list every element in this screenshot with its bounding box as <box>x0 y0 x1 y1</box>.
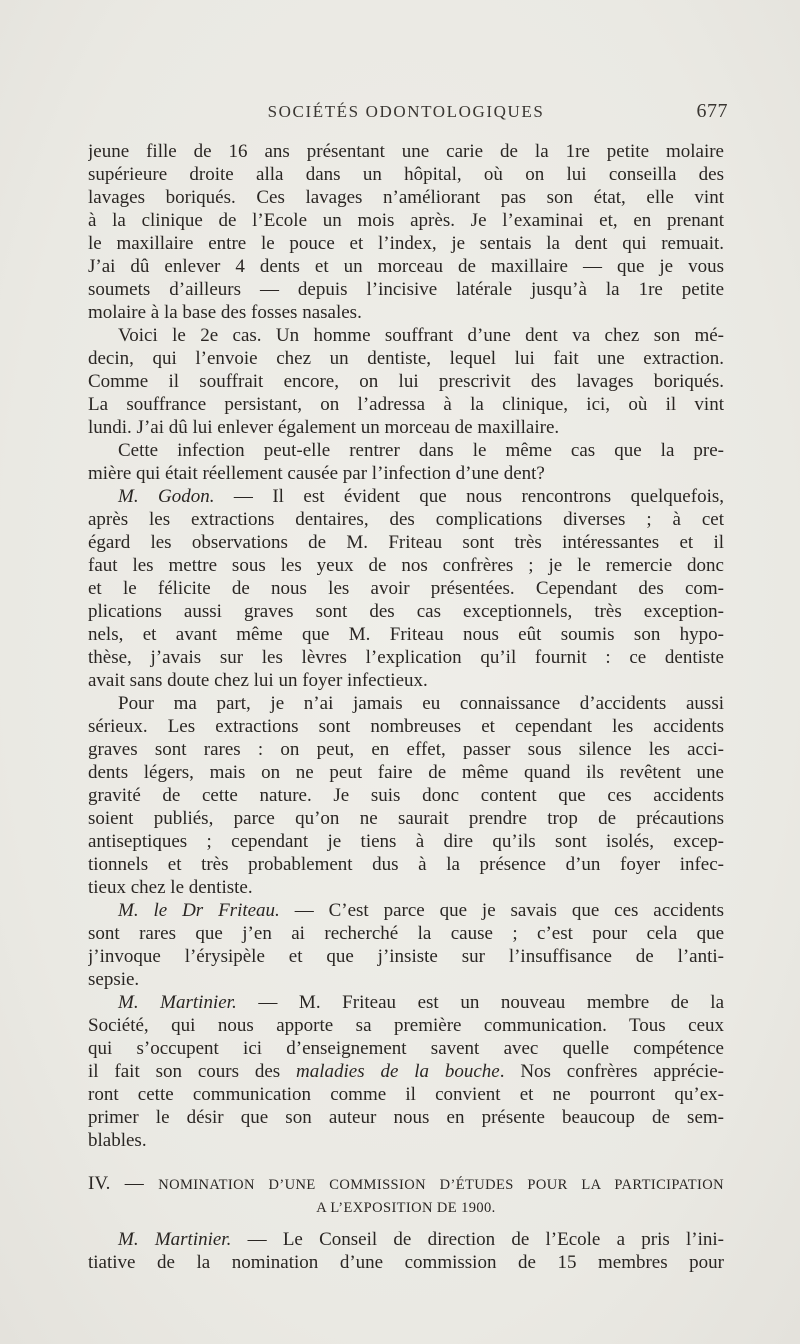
text-line: j’invoque l’érysipèle et que j’insiste sur l’insuffisance de l’anti- <box>88 946 724 967</box>
text-line: Voici le 2e cas. Un homme souffrant d’une dent va chez son mé- <box>118 325 724 346</box>
text-fragment: — C’est parce que je savais que ces accidents <box>294 900 724 921</box>
text-line: nels, et avant même que M. Friteau nous eût soumis son hypo- <box>88 624 724 645</box>
text-line: mière qui était réellement causée par l’infection d’une dent? <box>88 463 545 484</box>
text-line: supérieure droite alla dans un hôpital, où on lui conseilla des <box>88 164 724 185</box>
text-line: tionnels et très probablement dus à la présence d’un foyer infec- <box>88 854 724 875</box>
text-line: tieux chez le dentiste. <box>88 877 253 898</box>
text-line: après les extractions dentaires, des complications diverses ; à cet <box>88 509 724 530</box>
running-title: SOCIÉTÉS ODONTOLOGIQUES <box>267 102 545 121</box>
text-fragment: — Il est évident que nous rencontrons quelquefois, <box>233 486 724 507</box>
section-dash: — <box>124 1173 144 1194</box>
text-line <box>88 485 724 508</box>
text-line: tiative de la nomination d’une commission de 15 membres pour <box>88 1252 724 1273</box>
text-line: plications aussi graves sont des cas exceptionnels, très exception- <box>88 601 724 622</box>
text-line: sepsie. <box>88 969 140 990</box>
text-line: lundi. J’ai dû lui enlever également un morceau de maxillaire. <box>88 417 560 438</box>
text-line <box>88 991 724 1014</box>
page-header <box>88 100 728 130</box>
text-fragment: — Le Conseil de direction de l’Ecole a pris l’ini- <box>247 1229 724 1250</box>
text-line: soient publiés, parce qu’on ne saurait prendre trop de précautions <box>88 808 724 829</box>
text-line: sérieux. Les extractions sont nombreuses et cependant les accidents <box>88 716 724 737</box>
section-heading-line-2 <box>88 1195 724 1218</box>
text-fragment: il fait son cours des <box>88 1061 296 1082</box>
text-line: graves sont rares : on peut, en effet, passer sous silence les acci- <box>88 739 724 760</box>
body-text <box>88 140 724 1274</box>
speaker-name: M. le Dr Friteau. <box>118 900 280 921</box>
speaker-name: M. Martinier. <box>118 992 237 1013</box>
text-line: ront cette communication comme il convient et ne pourront qu’ex- <box>88 1084 724 1105</box>
text-line: Cette infection peut-elle rentrer dans le même cas que la pre- <box>118 440 724 461</box>
text-line <box>88 1228 724 1251</box>
text-line: Pour ma part, je n’ai jamais eu connaissance d’accidents aussi <box>118 693 724 714</box>
text-fragment: — M. Friteau est un nouveau membre de la <box>258 992 724 1013</box>
text-line: J’ai dû enlever 4 dents et un morceau de maxillaire — que je vous <box>88 256 724 277</box>
text-line: primer le désir que son auteur nous en présente beaucoup de sem- <box>88 1107 724 1128</box>
italic-phrase: maladies de la bouche <box>296 1061 500 1082</box>
section-heading: NOMINATION D’UNE COMMISSION D’ÉTUDES POUR LA PARTICIPATION <box>158 1177 724 1193</box>
speaker-name: M. Martinier. <box>118 1229 232 1250</box>
section-numeral: IV. <box>88 1173 111 1194</box>
text-line <box>88 899 724 922</box>
text-line: Comme il souffrait encore, on lui prescrivit des lavages boriqués. <box>88 371 724 392</box>
text-line: qui s’occupent ici d’enseignement savent avec quelle compétence <box>88 1038 724 1059</box>
text-line: égard les observations de M. Friteau sont très intéressantes et il <box>88 532 724 553</box>
text-line: lavages boriqués. Ces lavages n’améliorant pas son état, elle vint <box>88 187 724 208</box>
text-line: et le félicite de nous les avoir présentées. Cependant des com- <box>88 578 724 599</box>
text-line: antiseptiques ; cependant je tiens à dire qu’ils sont isolés, excep- <box>88 831 724 852</box>
text-line: decin, qui l’envoie chez un dentiste, lequel lui fait une extraction. <box>88 348 724 369</box>
section-heading: A L’EXPOSITION DE 1900. <box>316 1200 496 1216</box>
text-line: avait sans doute chez lui un foyer infectieux. <box>88 670 428 691</box>
text-line: sont rares que j’en ai recherché la cause ; c’est pour cela que <box>88 923 724 944</box>
text-line <box>88 1060 724 1083</box>
text-line: le maxillaire entre le pouce et l’index, je sentais la dent qui remuait. <box>88 233 724 254</box>
text-line: jeune fille de 16 ans présentant une carie de la 1re petite molaire <box>88 141 724 162</box>
text-line: faut les mettre sous les yeux de nos confrères ; je le remercie donc <box>88 555 724 576</box>
section-spacer <box>88 1218 724 1228</box>
speaker-name: M. Godon. <box>118 486 215 507</box>
text-line: Société, qui nous apporte sa première communication. Tous ceux <box>88 1015 724 1036</box>
text-line: gravité de cette nature. Je suis donc content que ces accidents <box>88 785 724 806</box>
text-line: dents légers, mais on ne peut faire de même quand ils revêtent une <box>88 762 724 783</box>
text-fragment: . Nos confrères apprécie- <box>499 1061 724 1082</box>
text-line: thèse, j’avais sur les lèvres l’explication qu’il fournit : ce dentiste <box>88 647 724 668</box>
text-line: molaire à la base des fosses nasales. <box>88 302 362 323</box>
section-heading-line-1 <box>88 1172 724 1195</box>
text-line: à la clinique de l’Ecole un mois après. Je l’examinai et, en prenant <box>88 210 724 231</box>
page-number: 677 <box>696 100 728 122</box>
text-line: La souffrance persistant, on l’adressa à la clinique, ici, où il vint <box>88 394 724 415</box>
section-spacer <box>88 1152 724 1172</box>
text-line: soumets d’ailleurs — depuis l’incisive latérale jusqu’à la 1re petite <box>88 279 724 300</box>
text-line: blables. <box>88 1130 147 1151</box>
